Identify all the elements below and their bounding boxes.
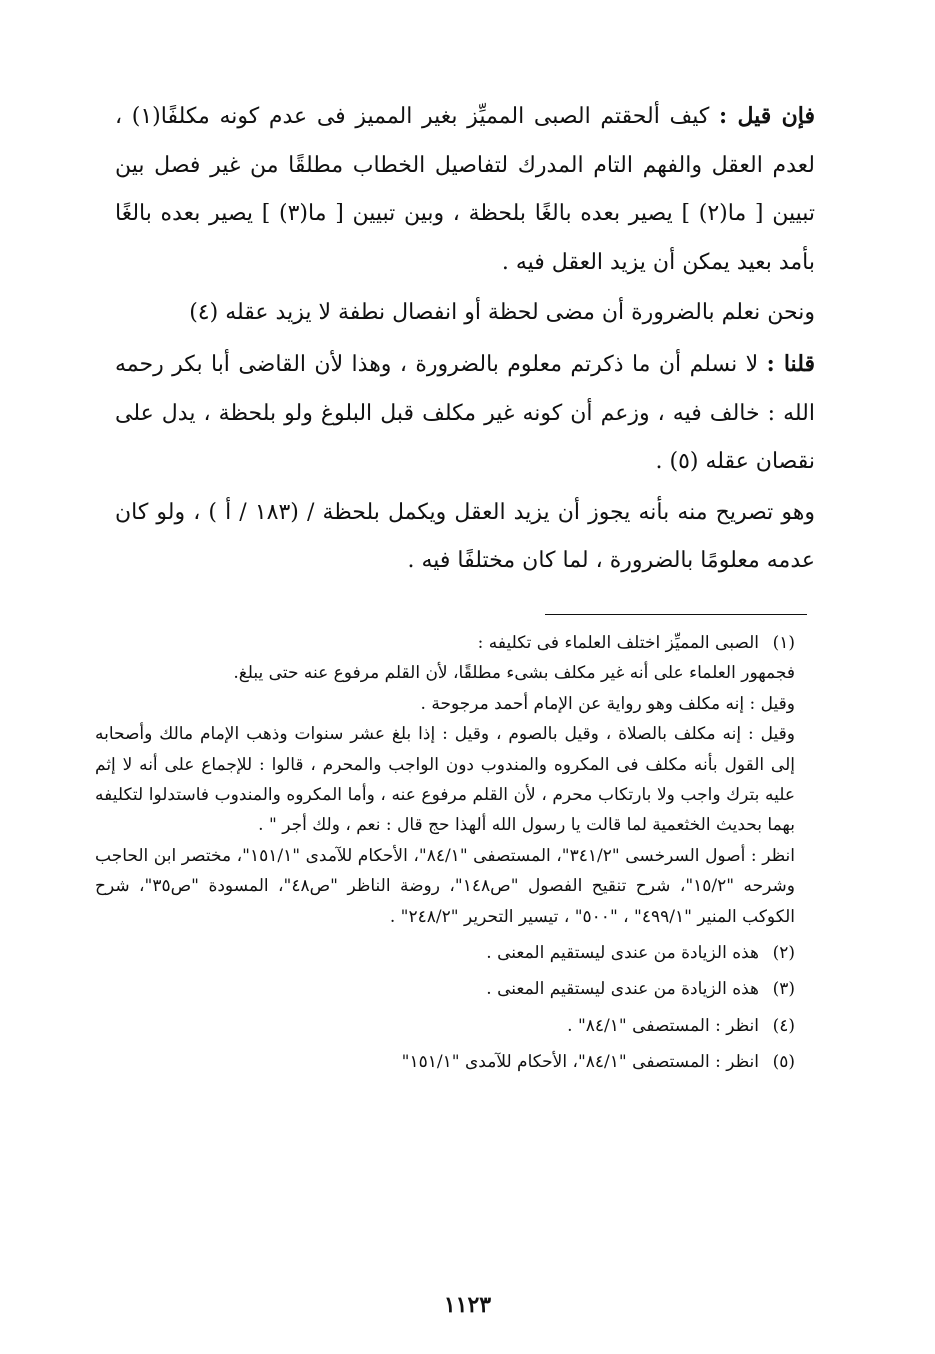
footnote-4	[95, 1011, 795, 1041]
reply-lead: قلنا :	[766, 350, 815, 377]
footnote-number: (٢)	[772, 943, 795, 964]
footnote-number: (١)	[772, 633, 795, 653]
footnotes	[95, 628, 795, 1078]
footnote-line: هذه الزيادة من عندى ليستقيم المعنى .	[486, 979, 759, 1000]
footnote-line: وقيل : إنه مكلف وهو رواية عن الإمام أحمد مرجوحة .	[420, 693, 795, 714]
footnote-line: انظر : أصول السرخسى "٣٤١/٢"، المستصفى "٨٤/١"، الأحكام للآمدى "١٥١/١"، مختصر ابن الحاجب وشرحه "١٥/٢"، شرح تنقيح الفصول "ص١٤٨"، روضة الناظر "ص٤٨"، المسودة "ص٣٥"، شرح الكوكب المنير "٤٩٩/١" ، "٥٠٠" ، تيسير التحرير "٢٤٨/٢" .	[95, 845, 795, 927]
footnote-body	[95, 658, 795, 932]
footnote-line: هذه الزيادة من عندى ليستقيم المعنى .	[486, 943, 759, 964]
footnote-line: فجمهور العلماء على أنه غير مكلف بشىء مطلقًا، لأن القلم مرفوع عنه حتى يبلغ.	[233, 663, 795, 684]
main-text	[115, 92, 815, 586]
page-number: ١١٢٣	[443, 1292, 492, 1318]
paragraph-4: وهو تصريح منه بأنه يجوز أن يزيد العقل ويكمل بلحظة / (١٨٣ / أ ) ، ولو كان عدمه معلومًا بالضرورة ، لما كان مختلفًا فيه .	[115, 499, 815, 574]
footnote-number: (٤)	[772, 1015, 795, 1036]
footnote-number: (٥)	[772, 1052, 795, 1073]
paragraph-3-text: لا نسلم أن ما ذكرتم معلوم بالضرورة ، وهذا لأن القاضى أبا بكر رحمه الله : خالف فيه ، وزعم أن كونه غير مكلف قبل البلوغ ولو بلحظة ، يدل على نقصان عقله (٥) .	[115, 351, 815, 475]
footnote-line: انظر : المستصفى "٨٤/١"، الأحكام للآمدى "١٥١/١"	[401, 1052, 759, 1073]
footnote-line: انظر : المستصفى "٨٤/١" .	[567, 1015, 759, 1036]
footnote-line: الصبى المميِّز اختلف العلماء فى تكليفه :	[477, 633, 759, 653]
paragraph-1-text: كيف ألحقتم الصبى المميِّز بغير المميز فى عدم كونه مكلفًا(١) ، لعدم العقل والفهم التام المدرك لتفاصيل الخطاب مطلقًا من غير فصل بين تبيين [ ما(٢) ] يصير بعده بالغًا بلحظة ، وبين تبيين [ ما(٣) ] يصير بعده بالغًا بأمد بعيد يمكن أن يزيد العقل فيه .	[115, 104, 815, 275]
footnote-2	[95, 938, 795, 968]
footnote-3	[95, 974, 795, 1004]
footnote-5	[95, 1047, 795, 1077]
footnote-1	[95, 628, 795, 932]
footnote-line: وقيل : إنه مكلف بالصلاة ، وقيل بالصوم ، وقيل : إذا بلغ عشر سنوات وذهب الإمام مالك وأصحابه إلى القول بأنه مكلف فى المكروه والمندوب دون الواجب والمحرم ، قالوا : للإجماع على أنه لا إثم عليه بترك واجب ولا بارتكاب محرم ، لأن القلم مرفوع عنه ، وأما المكروه والمندوب فاستدلوا لتكليفه بهما بحديث الخثعمية لما قالت يا رسول الله ألهذا حج قال : نعم ، ولك أجر " .	[95, 724, 795, 836]
objection-lead: فإن قيل :	[719, 103, 815, 129]
paragraph-1	[115, 92, 815, 287]
footnote-number: (٣)	[772, 979, 795, 1000]
paragraph-2: ونحن نعلم بالضرورة أن مضى لحظة أو انفصال نطفة لا يزيد عقله (٤)	[189, 300, 815, 326]
paragraph-3	[115, 340, 815, 487]
footnote-separator	[545, 614, 807, 615]
